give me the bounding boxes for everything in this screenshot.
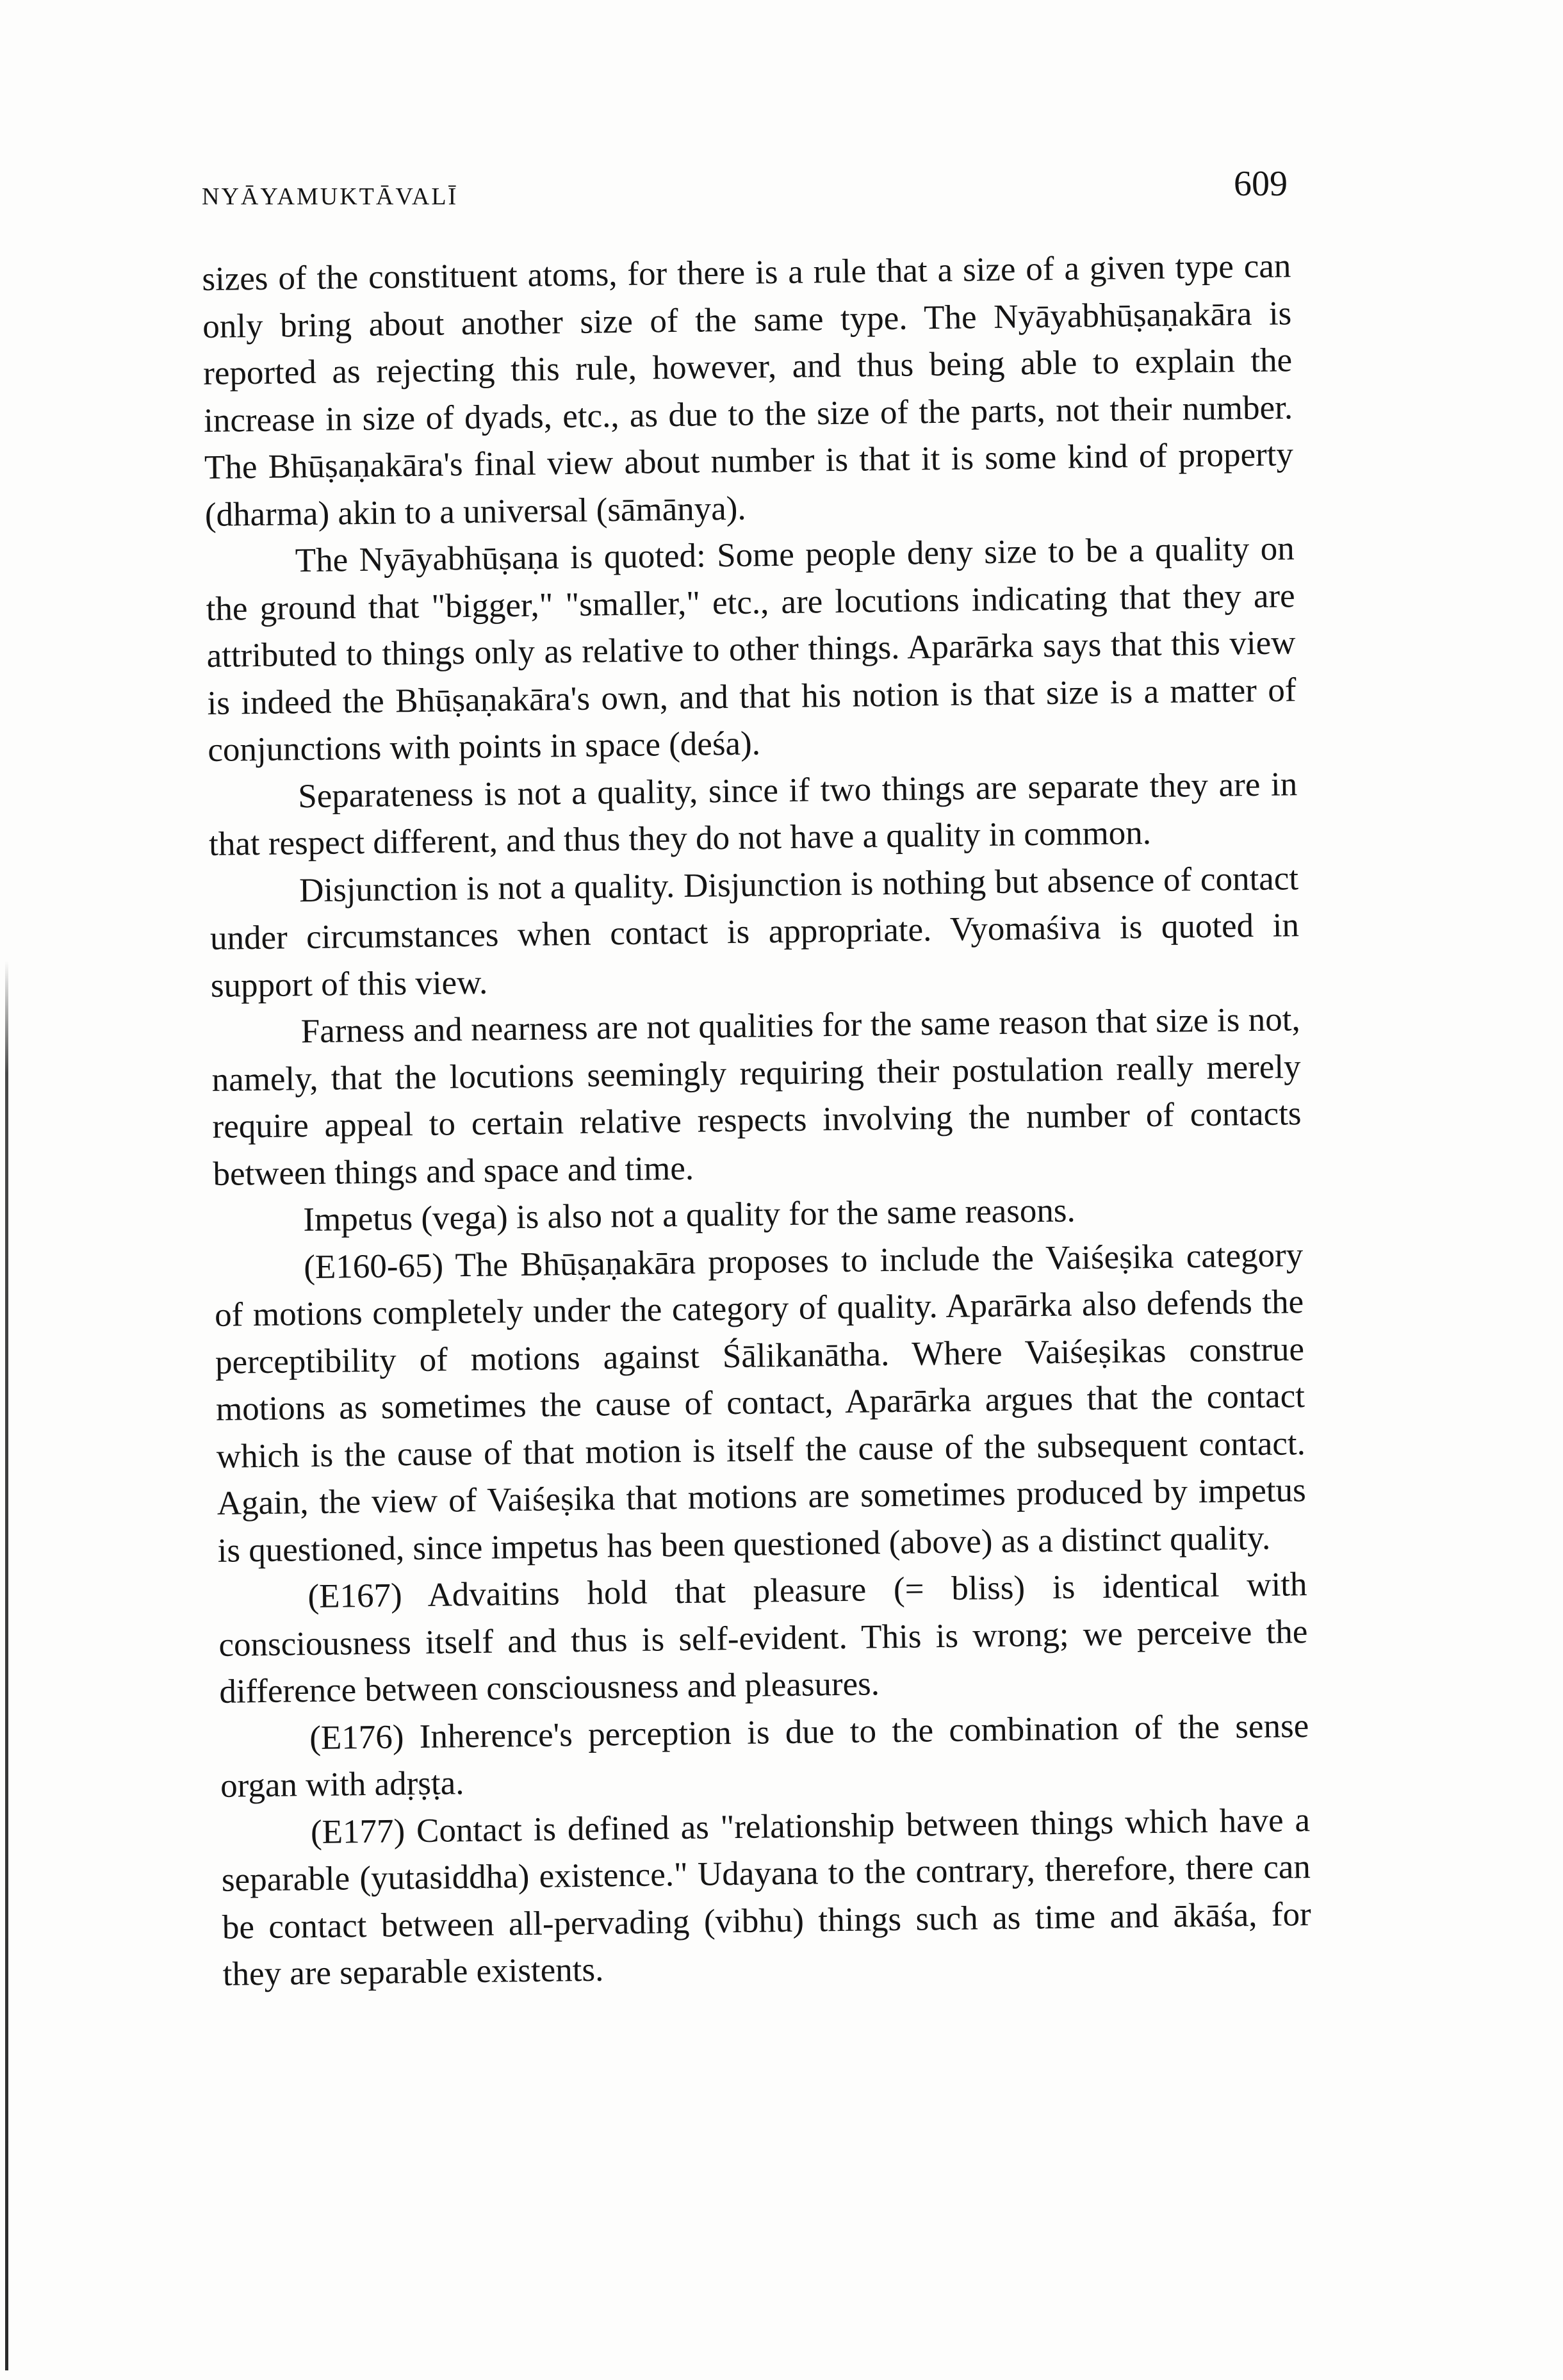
paragraph-e176-inherence: (E176) Inherence's perception is due to the combination of the sense organ with adṛṣṭa. [220,1707,1309,1805]
paragraph-sizes-of-atoms: sizes of the constituent atoms, for there is a rule that a size of a given type can only bring about another size of the same type. The Nyāyabhūṣaṇakāra is reported as rejecting this rule, however, and thus being able to explain the increase in size of dyads, etc., as due to the size of the parts, not their number. The Bhūṣaṇakāra's final view about number is that it is some kind of property (dharma) akin to a universal (sāmānya). [202,247,1294,534]
paragraph-e177-contact: (E177) Contact is defined as "relationship between things which have a separable (yutasiddha) existence." Udayana to the contrary, therefore, there can be contact between all-pervading (vibhu) things such as time and ākāśa, for they are separable existents. [221,1801,1312,1993]
page-number: 609 [1234,164,1288,204]
paragraph-e160-65-motions: (E160-65) The Bhūṣaṇakāra proposes to include the Vaiśeṣika category of motions completely under the category of quality. Aparārka also defends the perceptibility of motions against Śālikanātha. Where Vaiśeṣikas construe motions as sometimes the cause of contact, Aparārka argues that the contact which is the cause of that motion is itself the cause of the subsequent contact. Again, the view of Vaiśeṣika that motions are sometimes produced by impetus is questioned, since impetus has been questioned (above) as a distinct quality. [214,1236,1307,1570]
paragraph-impetus: Impetus (vega) is also not a quality for the same reasons. [303,1192,1076,1239]
paragraph-disjunction: Disjunction is not a quality. Disjunction is nothing but absence of contact under circumstances when contact is appropriate. Vyomaśiva is quoted in support of this view. [209,859,1300,1005]
running-head: NYĀYAMUKTĀVALĪ [202,183,459,210]
scan-binding-edge [5,961,8,2370]
body-text [202,243,1312,1998]
paragraph-nyayabhusana-quoted: The Nyāyabhūṣaṇa is quoted: Some people deny size to be a quality on the ground that "bigger," "smaller," etc., are locutions indicating that they are attributed to things only as relative to other things. Aparārka says that this view is indeed the Bhūṣaṇakāra's own, and that his notion is that size is a matter of conjunctions with points in space (deśa). [206,530,1297,769]
paragraph-separateness: Separateness is not a quality, since if two things are separate they are in that respect different, and thus they do not have a quality in common. [208,765,1298,863]
paragraph-farness-nearness: Farness and nearness are not qualities for the same reason that size is not, namely, that the locutions seemingly requiring their postulation really merely require appeal to certain relative respects involving the number of contacts between things and space and time. [211,1001,1302,1193]
paragraph-e167-advaitins: (E167) Advaitins hold that pleasure (= bliss) is identical with consciousness itself and thus is self-evident. This is wrong; we perceive the difference between consciousness and pleasures. [218,1566,1308,1711]
